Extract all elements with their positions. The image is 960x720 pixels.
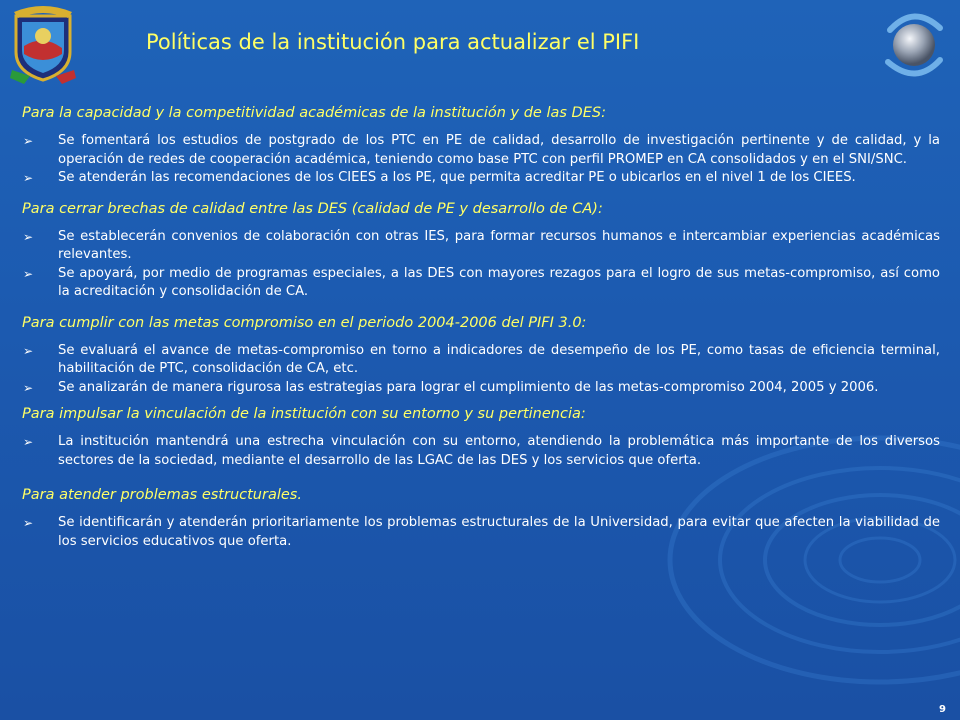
section-heading: Para impulsar la vinculación de la institución con su entorno y su pertinencia: [22, 406, 586, 422]
bullet-item [22, 433, 940, 470]
bullet-list [22, 228, 940, 302]
section-heading: Para atender problemas estructurales. [22, 487, 302, 503]
bullet-text: Se analizarán de manera rigurosa las estrategias para lograr el cumplimiento de las metas-compromiso 2004, 2005 y 2006. [58, 379, 879, 395]
bullet-list [22, 132, 940, 188]
slide-title: Políticas de la institución para actualizar el PIFI [146, 30, 640, 54]
bullet-text: Se apoyará, por medio de programas especiales, a las DES con mayores rezagos para el logro de sus metas-compromiso, así como la acreditación y consolidación de CA. [58, 265, 940, 299]
institution-crest-icon [10, 4, 76, 86]
arrow-bullet-icon: ➢ [23, 380, 34, 395]
bullet-item [22, 379, 940, 398]
bullet-item [22, 342, 940, 379]
arrow-bullet-icon: ➢ [23, 435, 34, 449]
section-heading: Para cerrar brechas de calidad entre las DES (calidad de PE y desarrollo de CA): [22, 200, 603, 217]
arrow-bullet-icon: ➢ [23, 266, 34, 281]
bullet-text: La institución mantendrá una estrecha vinculación con su entorno, atendiendo la problemática más importante de los diversos sectores de la sociedad, mediante el desarrollo de las LGAC de las DES y los servicios que oferta. [58, 434, 940, 468]
bullet-text: Se atenderán las recomendaciones de los CIEES a los PE, que permita acreditar PE o ubicarlos en el nivel 1 de los CIEES. [58, 170, 856, 185]
bullet-text: Se evaluará el avance de metas-compromiso en torno a indicadores de desempeño de los PE, como tasas de eficiencia terminal, habilitación de PTC, consolidación de CA, etc. [58, 342, 940, 376]
policy-section [22, 314, 940, 398]
page-number: 9 [939, 704, 946, 715]
bullet-list [22, 433, 940, 470]
policy-section [22, 405, 940, 470]
arrow-bullet-icon: ➢ [23, 134, 34, 148]
policy-section [22, 200, 940, 302]
bullet-item [22, 169, 940, 188]
policy-section [22, 486, 940, 551]
policy-section [22, 104, 940, 188]
arrow-bullet-icon: ➢ [23, 516, 34, 530]
arrow-bullet-icon: ➢ [23, 229, 34, 244]
bullet-item [22, 514, 940, 551]
arrow-bullet-icon: ➢ [23, 343, 34, 358]
bullet-item [22, 265, 940, 302]
bullet-text: Se identificarán y atenderán prioritariamente los problemas estructurales de la Universidad, para evitar que afecten la viabilidad de los servicios educativos que oferta. [58, 515, 940, 549]
bullet-text: Se fomentará los estudios de postgrado de los PTC en PE de calidad, desarrollo de investigación pertinente y de calidad, y la operación de redes de cooperación académica, teniendo como base PTC con perfil PROMEP en CA consolidados y en el SNI/SNC. [58, 133, 940, 167]
policy-content [22, 104, 940, 551]
bullet-list [22, 514, 940, 551]
section-heading: Para la capacidad y la competitividad académicas de la institución y de las DES: [22, 105, 606, 121]
section-heading: Para cumplir con las metas compromiso en el periodo 2004-2006 del PIFI 3.0: [22, 314, 587, 331]
globe-icon [878, 10, 950, 80]
arrow-bullet-icon: ➢ [23, 171, 34, 185]
bullet-list [22, 342, 940, 398]
bullet-item [22, 132, 940, 169]
bullet-text: Se establecerán convenios de colaboración con otras IES, para formar recursos humanos e intercambiar experiencias académicas relevantes. [58, 228, 940, 262]
bullet-item [22, 228, 940, 265]
